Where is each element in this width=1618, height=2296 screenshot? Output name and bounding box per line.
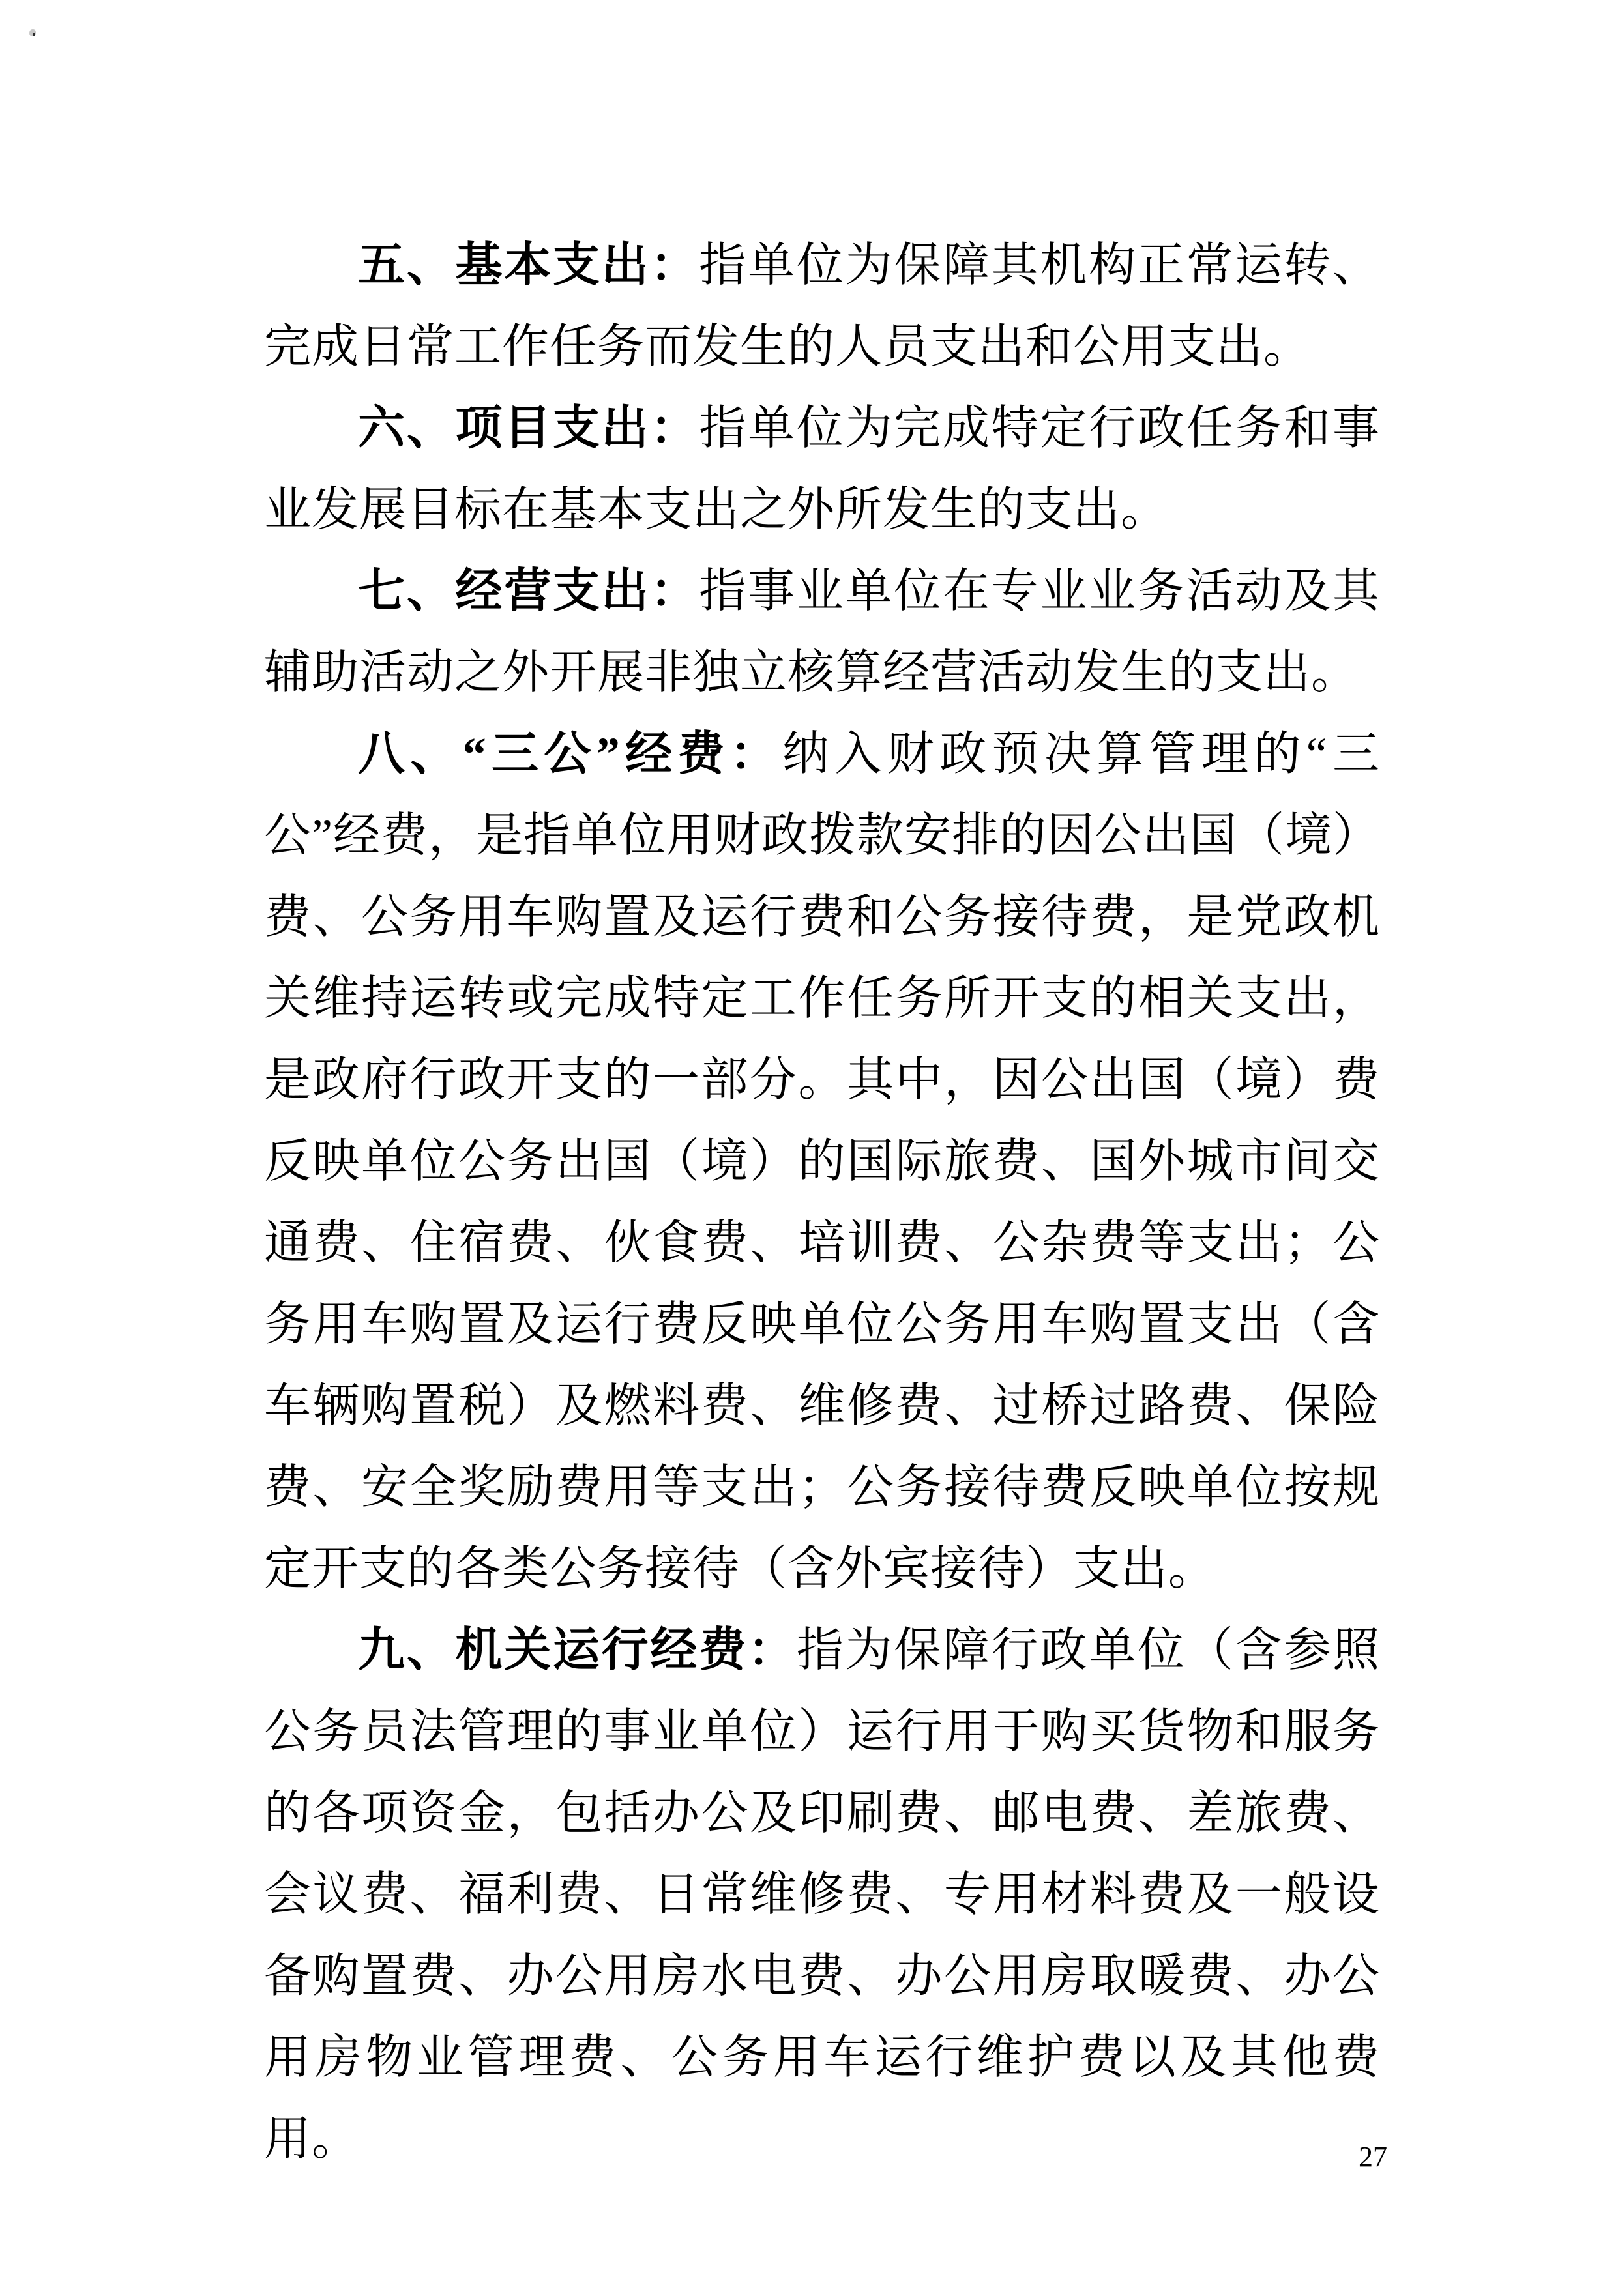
paragraph xyxy=(264,714,1380,1610)
paragraph-label: 九、机关运行经费： xyxy=(358,1624,797,1676)
paragraph-body: 指单位为保障其机构正常运转、完成日常工作任务而发生的人员支出和公用支出。 xyxy=(264,239,1380,373)
paragraph-body: 指单位为完成特定行政任务和事业发展目标在基本支出之外所发生的支出。 xyxy=(264,402,1380,536)
paragraph-body: 指事业单位在专业业务活动及其辅助活动之外开展非独立核算经营活动发生的支出。 xyxy=(264,565,1380,699)
paragraph xyxy=(264,1610,1380,2180)
paragraph-body: 纳入财政预决算管理的“三公”经费，是指单位用财政拨款安排的因公出国（境）费、公务用车购置及运行费和公务接待费，是党政机关维持运转或完成特定工作任务所开支的相关支出，是政府行政开支的一部分。其中，因公出国（境）费反映单位公务出国（境）的国际旅费、国外城市间交通费、住宿费、伙食费、培训费、公杂费等支出；公务用车购置及运行费反映单位公务用车购置支出（含车辆购置税）及燃料费、维修费、过桥过路费、保险费、安全奖励费用等支出；公务接待费反映单位按规定开支的各类公务接待（含外宾接待）支出。 xyxy=(264,728,1380,1595)
paragraph xyxy=(264,551,1380,714)
paragraph-label: 八、“三公”经费： xyxy=(358,728,783,780)
scan-artifact xyxy=(29,29,36,36)
page-number: 27 xyxy=(1359,2141,1387,2173)
paragraph-label: 五、基本支出： xyxy=(358,239,699,291)
document-content xyxy=(264,225,1380,2180)
paragraph xyxy=(264,388,1380,551)
paragraph-label: 七、经营支出： xyxy=(358,565,699,617)
paragraph-body: 指为保障行政单位（含参照公务员法管理的事业单位）运行用于购买货物和服务的各项资金，包括办公及印刷费、邮电费、差旅费、会议费、福利费、日常维修费、专用材料费及一般设备购置费、办公用房水电费、办公用房取暖费、办公用房物业管理费、公务用车运行维护费以及其他费用。 xyxy=(264,1624,1380,2165)
paragraph xyxy=(264,225,1380,388)
paragraph-label: 六、项目支出： xyxy=(358,402,699,454)
